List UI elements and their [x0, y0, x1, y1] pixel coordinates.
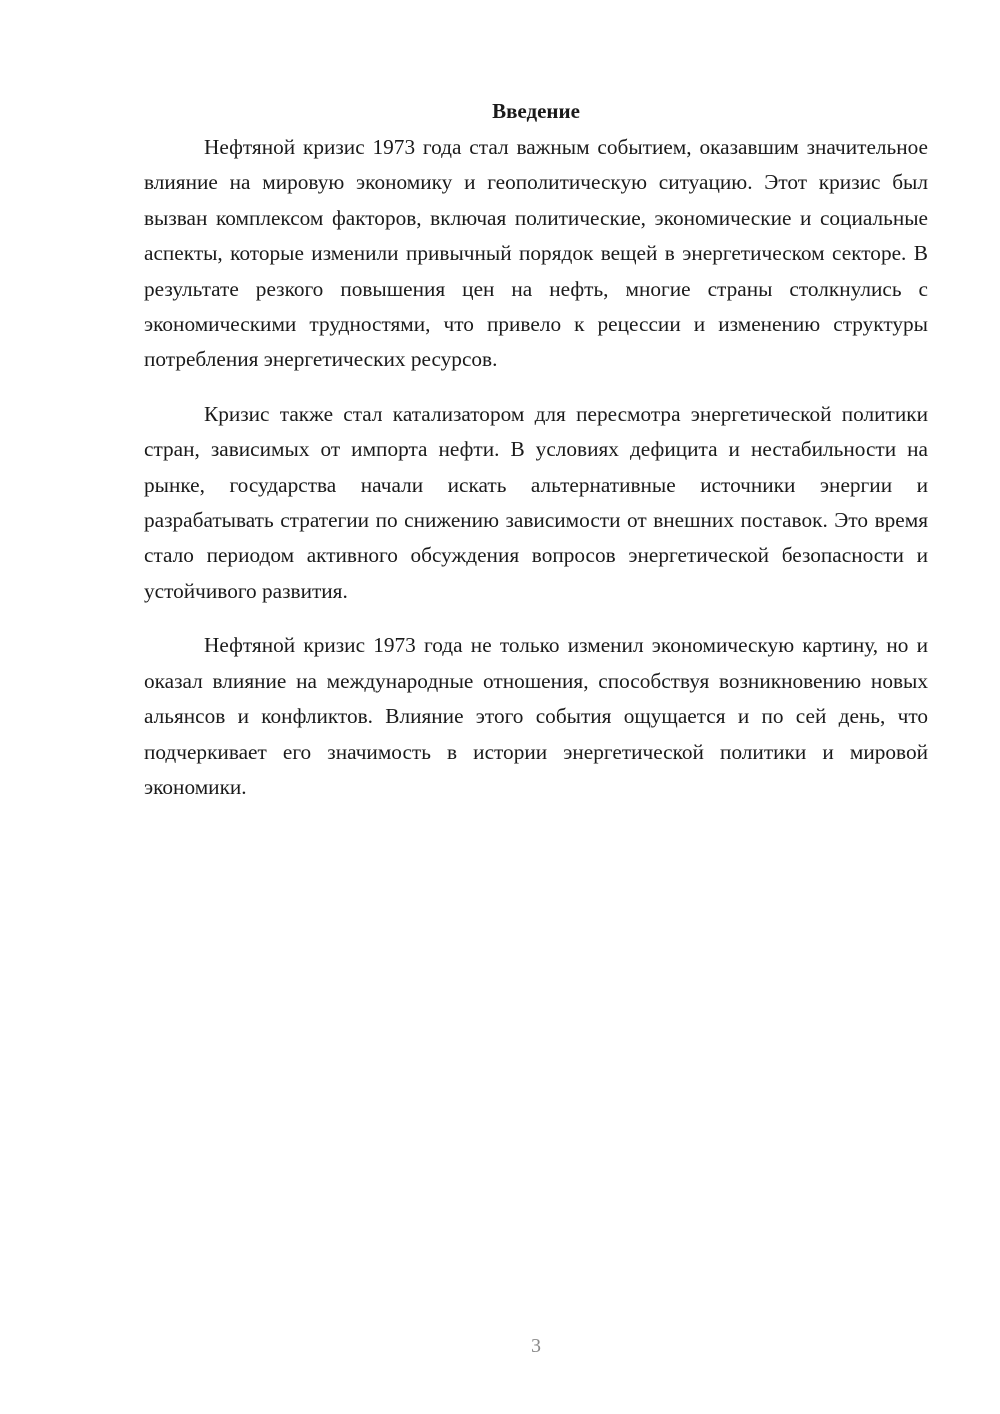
paragraph-2: Кризис также стал катализатором для пересмотра энергетической политики стран, зависимых от импорта нефти. В условиях дефицита и нестабильности на рынке, государства начали искать альтернативные источники энергии и разрабатывать стратегии по снижению зависимости от внешних поставок. Это время стало периодом активного обсуждения вопросов энергетической безопасности и устойчивого развития.: [144, 401, 928, 603]
page-content: [144, 94, 928, 824]
page-number: 3: [531, 1335, 541, 1357]
paragraph-1: Нефтяной кризис 1973 года стал важным событием, оказавшим значительное влияние на мировую экономику и геополитическую ситуацию. Этот кризис был вызван комплексом факторов, включая политические, экономические и социальные аспекты, которые изменили привычный порядок вещей в энергетическом секторе. В результате резкого повышения цен на нефть, многие страны столкнулись с экономическими трудностями, что привело к рецессии и изменению структуры потребления энергетических ресурсов.: [144, 135, 928, 372]
paragraph-3: Нефтяной кризис 1973 года не только изменил экономическую картину, но и оказал влияние на международные отношения, способствуя возникновению новых альянсов и конфликтов. Влияние этого события ощущается и по сей день, что подчеркивает его значимость в истории энергетической политики и мировой экономики.: [144, 633, 928, 799]
section-heading: Введение: [492, 99, 580, 123]
